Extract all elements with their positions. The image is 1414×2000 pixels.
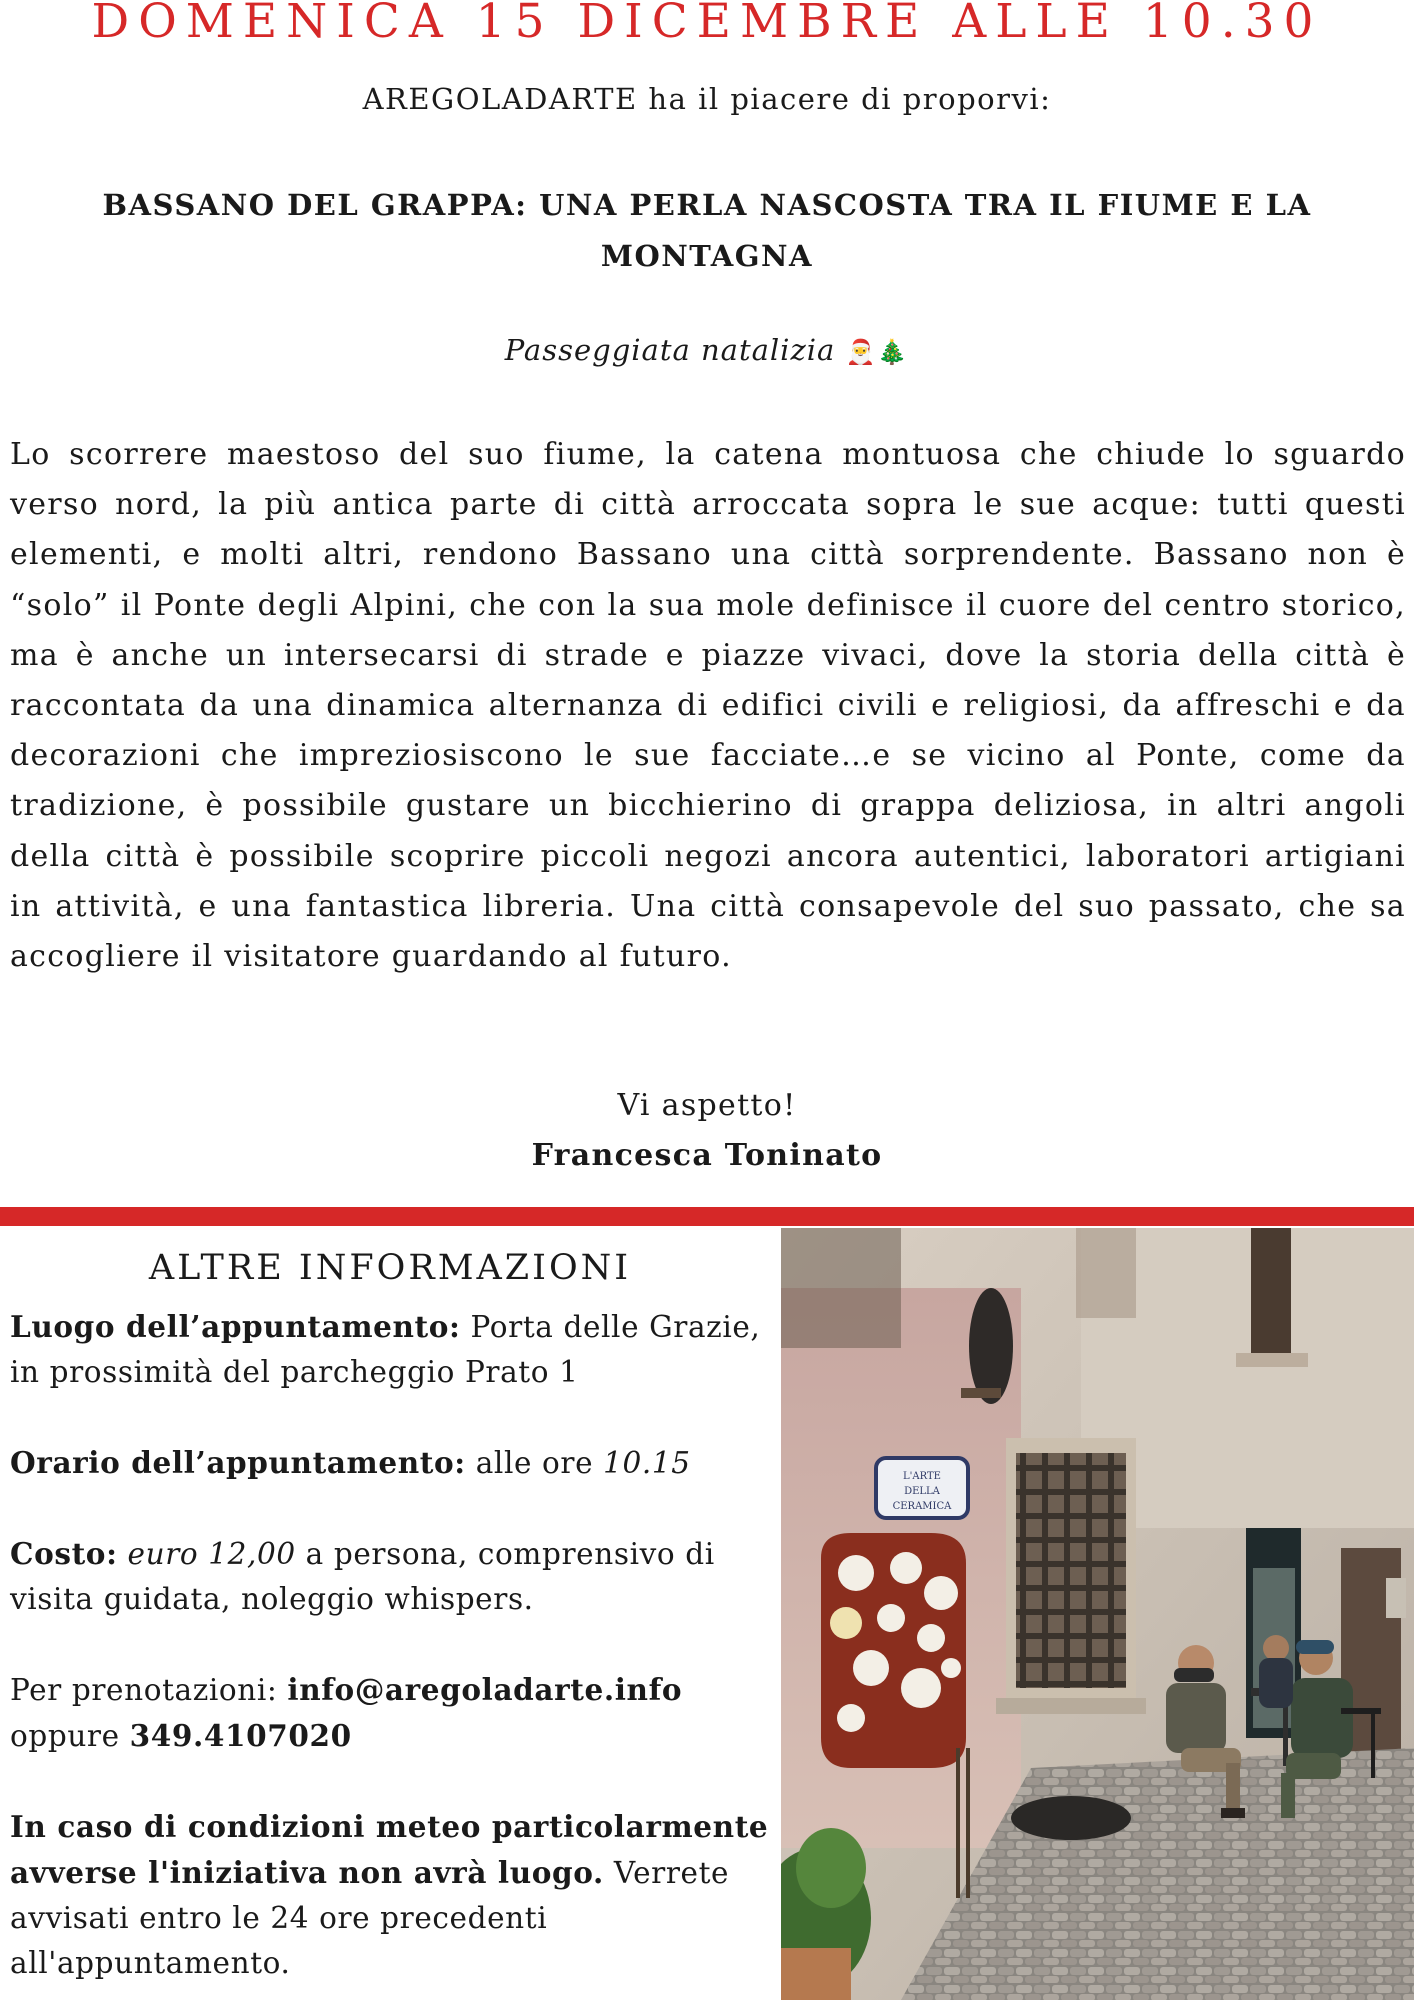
booking-info xyxy=(10,1667,770,1759)
sign-text-1: L'ARTE xyxy=(903,1471,941,1482)
description-paragraph: Lo scorrere maestoso del suo fiume, la catena montuosa che chiude lo sguardo verso nord, la più antica parte di città arroccata sopra le sue acque: tutti questi elementi, e molti altri, rendono Bassano una città sorprendente. Bassano non è “solo” il Ponte degli Alpini, che con la sua mole definisce il cuore del centro storico, ma è anche un intersecarsi di strade e piazze vivaci, dove la storia della città è raccontata da una dinamica alternanza di edifici civili e religiosi, da affreschi e da decorazioni che impreziosiscono le sue facciate…e se vicino al Ponte, come da tradizione, è possibile gustare un bicchierino di grappa deliziosa, in altri angoli della città è possibile scoprire piccoli negozi ancora autentici, laboratori artigiani in attività, e una fantastica libreria. Una città consapevole del suo passato, che sa accogliere il visitatore guardando al futuro. xyxy=(10,437,1406,975)
info-title: ALTRE INFORMAZIONI xyxy=(148,1248,632,1288)
weather-notice-rest: Verrete avvisati entro le 24 ore precedenti all'appuntamento. xyxy=(10,1856,730,1980)
weather-notice xyxy=(10,1804,770,1986)
section-divider xyxy=(0,1207,1414,1226)
info-section xyxy=(10,1248,770,2000)
meeting-time-label: Orario dell’appuntamento: xyxy=(10,1445,466,1480)
author-name: Francesca Toninato xyxy=(531,1138,883,1173)
booking-prefix: Per prenotazioni: xyxy=(10,1673,288,1707)
signoff xyxy=(0,1081,1414,1181)
wall-lamp xyxy=(1386,1578,1406,1618)
cost xyxy=(10,1531,770,1622)
plant-pot xyxy=(781,1948,851,2000)
bassano-street-photo xyxy=(781,1228,1414,2000)
event-date-title: DOMENICA 15 DICEMBRE ALLE 10.30 xyxy=(91,0,1323,49)
barred-window xyxy=(1016,1453,1126,1688)
sign-text-3: CERAMICA xyxy=(892,1501,952,1512)
weather-notice-bold: In caso di condizioni meteo particolarmente avverse l'iniziativa non avrà luogo. xyxy=(10,1809,769,1890)
event-subtitle xyxy=(0,333,1414,367)
photo-illustration xyxy=(781,1228,1414,2000)
event-title: BASSANO DEL GRAPPA: UNA PERLA NASCOSTA TRA IL FIUME E LA MONTAGNA xyxy=(102,188,1312,273)
booking-or: oppure xyxy=(10,1719,130,1753)
intro-text: AREGOLADARTE ha il piacere di proporvi: xyxy=(362,82,1052,116)
meeting-time-value: 10.15 xyxy=(603,1446,691,1480)
booking-phone[interactable]: 349.4107020 xyxy=(129,1718,352,1753)
booking-email[interactable]: info@aregoladarte.info xyxy=(287,1672,683,1707)
santa-tree-icon: 🎅🎄 xyxy=(845,338,910,366)
closing-text: Vi aspetto! xyxy=(617,1088,797,1123)
meeting-place-value: Porta delle Grazie, in prossimità del parcheggio Prato 1 xyxy=(10,1310,761,1389)
window-sill xyxy=(996,1698,1146,1714)
backpacks xyxy=(1011,1796,1131,1840)
upper-window xyxy=(1251,1228,1291,1358)
cost-details: a persona, comprensivo di visita guidata, noleggio whispers. xyxy=(10,1537,715,1616)
upper-window-frame xyxy=(1076,1228,1136,1318)
meeting-time xyxy=(10,1440,770,1486)
sign-text-2: DELLA xyxy=(904,1486,940,1497)
shadow-strip xyxy=(781,1228,901,1348)
subtitle-text: Passeggiata natalizia xyxy=(504,333,836,367)
meeting-place xyxy=(10,1304,770,1395)
cost-value: euro 12,00 xyxy=(127,1537,296,1571)
meeting-time-prefix: alle ore xyxy=(465,1446,604,1480)
person-middle xyxy=(1259,1635,1293,1708)
lamp-bracket xyxy=(961,1388,1001,1398)
cost-label: Costo: xyxy=(10,1536,118,1571)
upper-window-sill xyxy=(1236,1353,1308,1367)
meeting-place-label: Luogo dell’appuntamento: xyxy=(10,1309,461,1344)
street-lamp xyxy=(969,1288,1013,1404)
